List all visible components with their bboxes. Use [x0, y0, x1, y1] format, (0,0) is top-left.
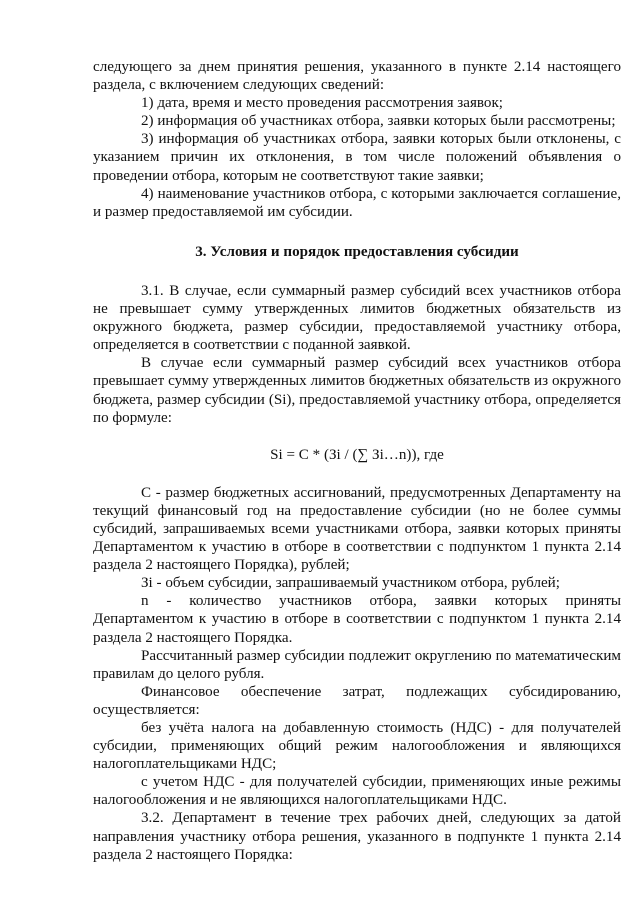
paragraph-3-1: 3.1. В случае, если суммарный размер субсидий всех участников отбора не превышает сумму утвержденных лимитов бюджетных обязательств из окружного бюджета, размер субсидии, предоставляемой участнику отбора, определяется в соответствии с поданной заявкой. [93, 282, 621, 354]
financing-paragraph: Финансовое обеспечение затрат, подлежащих субсидированию, осуществляется: [93, 683, 621, 718]
section-heading: 3. Условия и порядок предоставления субсидии [195, 243, 519, 260]
definition-c: С - размер бюджетных ассигнований, предусмотренных Департаменту на текущий финансовый год на предоставление субсидии (но не более суммы субсидий, запрашиваемых всеми участниками отбора, заявки которых приняты Департаментом к участию в отборе в соответствии с подпунктом 1 пункта 2.14 раздела 2 настоящего Порядка), рублей; [93, 484, 621, 574]
rounding-paragraph: Рассчитанный размер субсидии подлежит округлению по математическим правилам до целого рубля. [93, 647, 621, 682]
definition-n: n - количество участников отбора, заявки которых приняты Департаментом к участию в отборе в соответствии с подпунктом 1 пункта 2.14 раздела 2 настоящего Порядка. [93, 593, 621, 646]
paragraph-3-2: 3.2. Департамент в течение трех рабочих дней, следующих за датой направления участнику отбора решения, указанного в подпункте 1 пункта 2.14 раздела 2 настоящего Порядка: [93, 810, 621, 863]
intro-paragraph: следующего за днем принятия решения, указанного в пункте 2.14 настоящего раздела, с включением следующих сведений: [93, 59, 621, 94]
definition-zi: Зi - объем субсидии, запрашиваемый участником отбора, рублей; [141, 575, 560, 592]
without-vat-paragraph: без учёта налога на добавленную стоимость (НДС) - для получателей субсидии, применяющих общий режим налогообложения и являющихся налогоплательщиками НДС; [93, 720, 621, 773]
list-item-2: 2) информация об участниках отбора, заявки которых были рассмотрены; [141, 113, 616, 130]
subsidy-formula: Si = C * (Зi / (∑ Зi…n)), где [270, 446, 444, 463]
list-item-4: 4) наименование участников отбора, с которыми заключается соглашение, и размер предоставляемой им субсидии. [93, 185, 621, 220]
paragraph-exceed-limits: В случае если суммарный размер субсидий всех участников отбора превышает сумму утвержденных лимитов бюджетных обязательств из окружного бюджета, размер субсидии (Si), предоставляемой участнику отбора, определяется по формуле: [93, 355, 621, 426]
document-page [93, 58, 621, 864]
with-vat-paragraph: с учетом НДС - для получателей субсидии, применяющих иные режимы налогообложения и не являющихся налогоплательщиками НДС. [93, 774, 621, 809]
list-item-3: 3) информация об участниках отбора, заявки которых были отклонены, с указанием причин их отклонения, в том числе положений объявления о проведении отбора, которым не соответствуют такие заявки; [93, 131, 621, 184]
list-item-1: 1) дата, время и место проведения рассмотрения заявок; [141, 95, 503, 112]
